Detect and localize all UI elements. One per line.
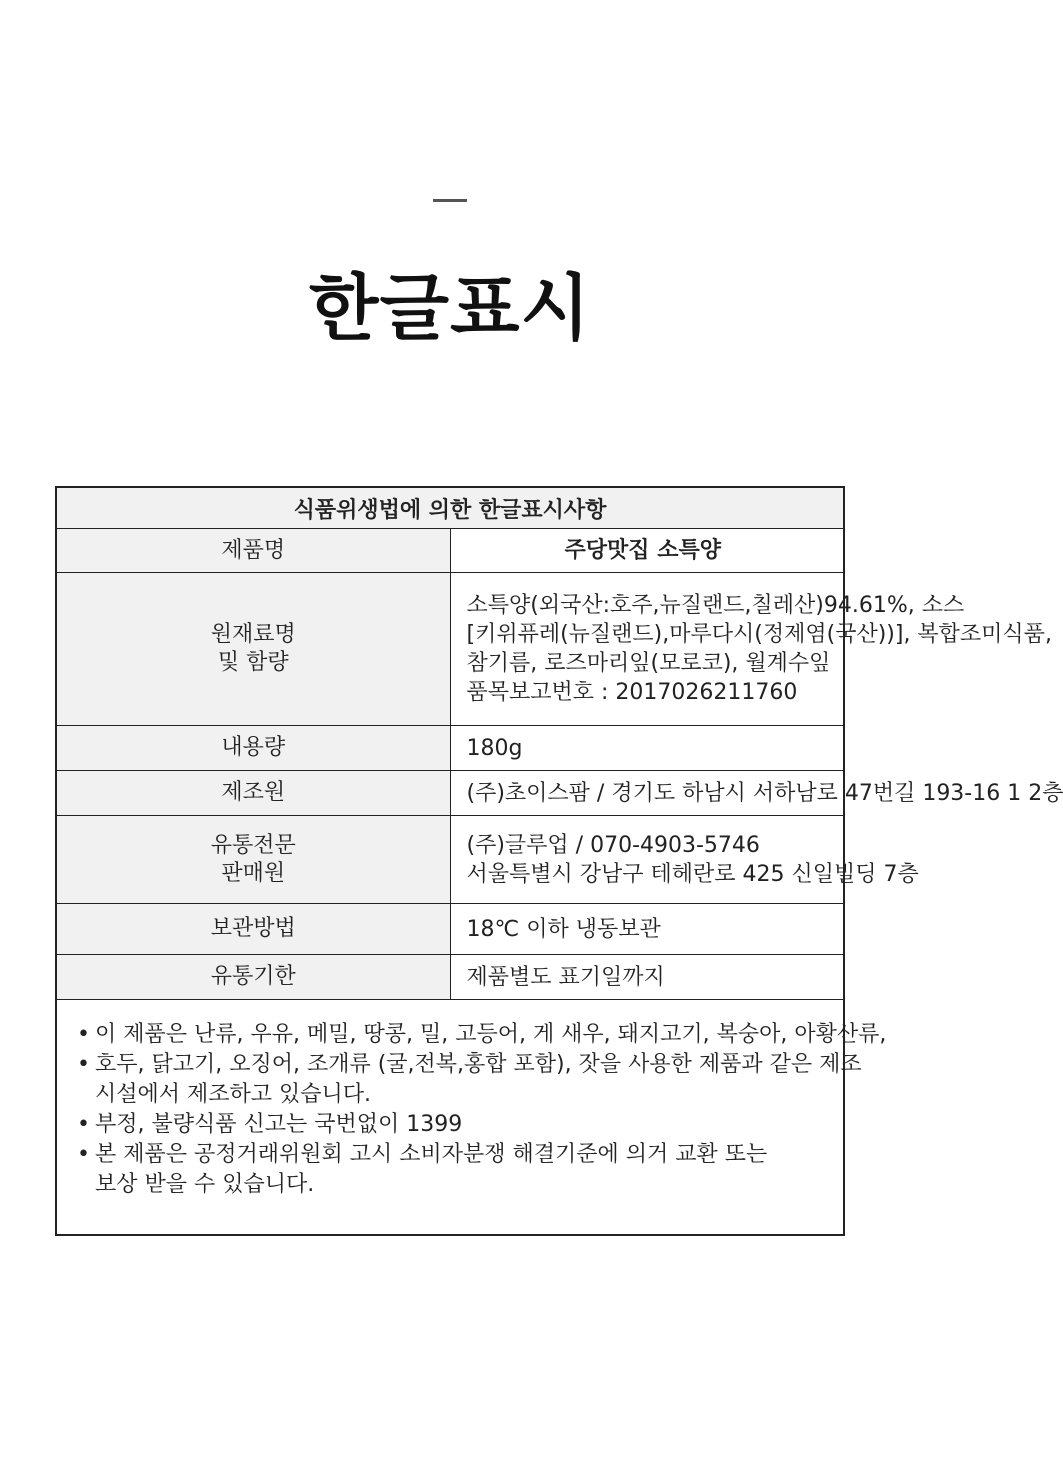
row-ingredients — [56, 573, 844, 726]
distributor-label-line: 유통전문 — [210, 832, 296, 858]
expiry-label: 유통기한 — [56, 955, 450, 1000]
bullet-icon: • — [77, 1052, 90, 1077]
row-distributor — [56, 816, 844, 904]
product-name-label: 제품명 — [56, 529, 450, 573]
note-line: 호두, 닭고기, 오징어, 조개류 (굴,전복,홍합 포함), 잣을 사용한 제품과 같은 제조 — [95, 1052, 862, 1077]
product-name-value: 주당맛집 소특양 — [450, 529, 844, 573]
ingredients-line: 소특양(외국산:호주,뉴질랜드,칠레산)94.61%, 소스 — [466, 593, 965, 618]
distributor-contact: (주)글루업 / 070-4903-5746 — [466, 832, 760, 858]
note-line: 부정, 불량식품 신고는 국번없이 1399 — [95, 1112, 463, 1137]
manufacturer-value — [450, 771, 1063, 816]
ingredients-label-line: 원재료명 — [210, 622, 296, 647]
ingredients-label-line: 및 함량 — [217, 650, 289, 675]
storage-value: 18℃ 이하 냉동보관 — [450, 904, 844, 955]
note-line: 이 제품은 난류, 우유, 메밀, 땅콩, 밀, 고등어, 게 새우, 돼지고기, 복숭아, 아황산류, — [95, 1022, 887, 1047]
table-header-row — [56, 487, 844, 529]
notes-cell — [56, 1000, 887, 1236]
note-item — [77, 1050, 862, 1110]
table-header: 식품위생법에 의한 한글표시사항 — [56, 487, 844, 529]
note-line: 시설에서 제조하고 있습니다. — [95, 1082, 372, 1107]
row-notes — [56, 1000, 844, 1236]
bullet-icon: • — [77, 1022, 90, 1047]
ingredients-label — [56, 573, 450, 726]
ingredients-value — [450, 573, 1052, 726]
note-line: 보상 받을 수 있습니다. — [95, 1172, 315, 1197]
row-storage — [56, 904, 844, 955]
row-volume — [56, 726, 844, 771]
ingredients-line: [키위퓨레(뉴질랜드),마루다시(정제염(국산))], 복합조미식품, — [466, 622, 1052, 647]
volume-value: 180g — [450, 726, 844, 771]
row-manufacturer — [56, 771, 844, 816]
expiry-value: 제품별도 표기일까지 — [450, 955, 844, 1000]
report-number-line: 품목보고번호 : 2017026211760 — [466, 680, 798, 705]
distributor-address: 서울특별시 강남구 테헤란로 425 신일빌딩 7층 — [466, 861, 919, 887]
storage-label: 보관방법 — [56, 904, 450, 955]
note-item — [77, 1110, 833, 1140]
distributor-value — [450, 816, 919, 904]
distributor-label-line: 판매원 — [221, 860, 286, 886]
bullet-icon: • — [77, 1112, 90, 1137]
korean-label-table — [55, 486, 1063, 1236]
title-dash-decoration — [433, 199, 467, 202]
row-product-name — [56, 529, 844, 573]
distributor-label — [56, 816, 450, 904]
manufacturer-value-text: (주)초이스팜 / 경기도 하남시 서하남로 47번길 193-16 1 2층 — [466, 780, 1063, 806]
row-expiry — [56, 955, 844, 1000]
page-title: 한글표시 — [308, 266, 592, 350]
manufacturer-label: 제조원 — [56, 771, 450, 816]
note-item — [77, 1140, 833, 1200]
ingredients-line: 참기름, 로즈마리잎(모로코), 월계수잎 — [466, 651, 831, 676]
bullet-icon: • — [77, 1142, 90, 1167]
note-item — [77, 1020, 887, 1050]
note-line: 본 제품은 공정거래위원회 고시 소비자분쟁 해결기준에 의거 교환 또는 — [95, 1142, 768, 1167]
volume-label: 내용량 — [56, 726, 450, 771]
